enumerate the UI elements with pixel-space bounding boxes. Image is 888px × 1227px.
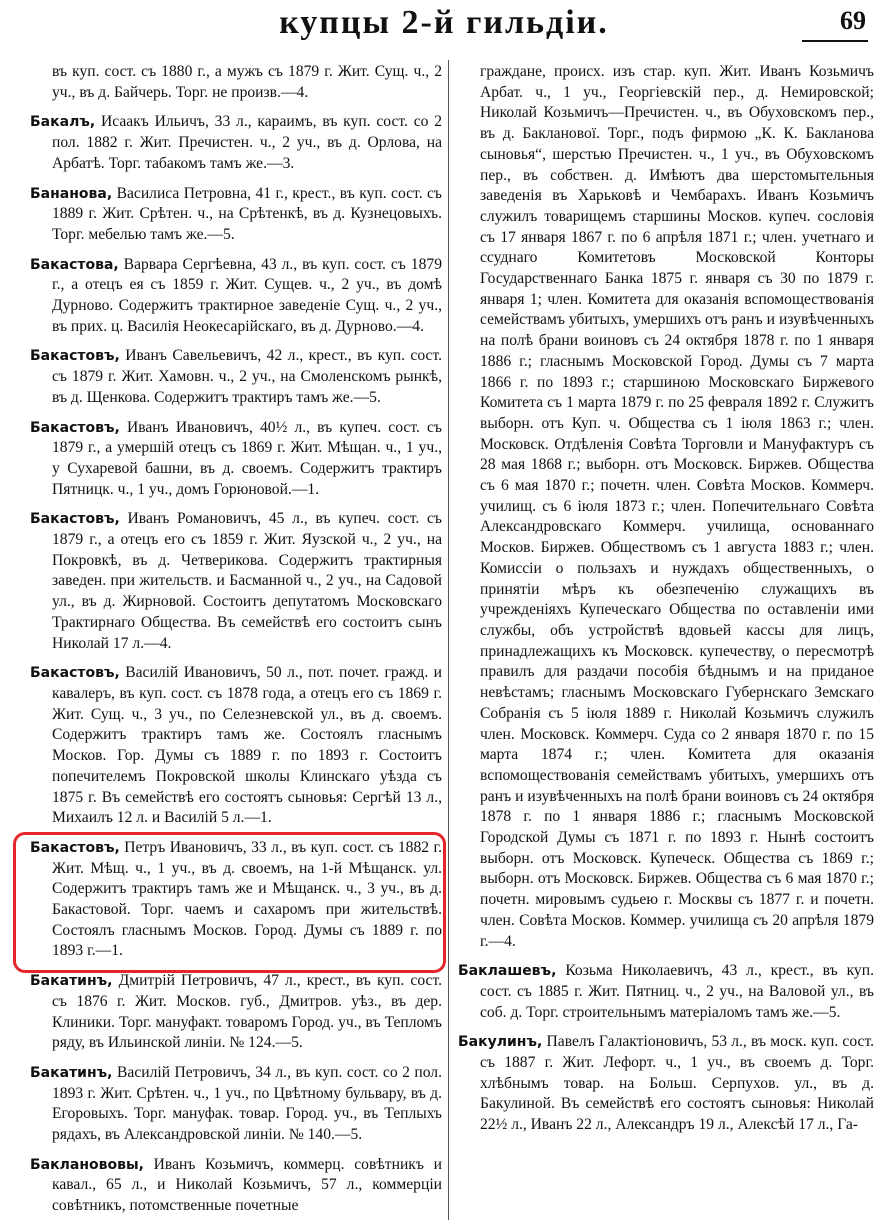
directory-entry (30, 1063, 442, 1146)
entry-surname: Бакастовъ, (30, 839, 120, 856)
page-number-rule (802, 40, 868, 42)
directory-entry (30, 112, 442, 174)
entry-surname: Бакланововы, (30, 1156, 144, 1173)
directory-entry (30, 509, 442, 654)
entry-text: Иванъ Савельевичъ, 42 л., крест., въ куп. сост. съ 1879 г. Жит. Хамовн. ч., 2 уч., на Смоленскомъ рынкѣ, въ д. Щенкова. Содержитъ трактиръ тамъ же.—5. (52, 347, 442, 406)
entry-text: Дмитрій Петровичъ, 47 л., крест., въ куп. сост. съ 1876 г. Жит. Москов. губ., Дмитров. уѣз., въ дер. Клиники. Торг. мануфакт. товаромъ Город. уч., въ Тепломъ ряду, въ Ильинской линіи. № 124.—5. (52, 972, 442, 1052)
page-header (0, 0, 888, 46)
entry-surname: Бакастовъ, (30, 511, 120, 528)
entry-surname: Бакатинъ, (30, 1064, 113, 1081)
directory-entry (458, 62, 874, 952)
directory-entry (30, 1155, 442, 1217)
entry-text: Василій Петровичъ, 34 л., въ куп. сост. со 2 пол. 1893 г. Жит. Срѣтен. ч., 1 уч., по Цвѣтному бульвару, въ д. Егоровыхъ. Торг. мануфак. товар. Город. уч., въ Теплыхъ рядахъ, въ Александровской линіи. № 140.—5. (52, 1063, 442, 1144)
entry-surname: Бананова, (30, 185, 113, 202)
directory-entry (30, 62, 442, 103)
directory-entry (30, 184, 442, 246)
directory-entry (30, 971, 442, 1054)
entry-text: Павелъ Галактіоновичъ, 53 л., въ моск. куп. сост. съ 1887 г. Жит. Лефорт. ч., 1 уч., въ своемъ д. Торг. хлѣбнымъ товар. на Больш. Серпухов. ул., въ д. Бакулиной. Въ семействѣ его состоятъ сыновья: Николай 22½ л., Иванъ 22 л., Александръ 19 л., Алексѣй 17 л., Га- (480, 1033, 874, 1134)
entry-surname: Бакастова, (30, 256, 119, 273)
entry-text: Василій Ивановичъ, 50 л., пот. почет. гражд. и кавалеръ, въ куп. сост. съ 1878 года, а отецъ его съ 1869 г. Жит. Сущ. ч., 3 уч., по Селезневской ул., въ д. своемъ. Содержитъ трактиръ тамъ же. Состоялъ гласнымъ Москов. Гор. Думы съ 1889 г. по 1893 г. Состоитъ попечителемъ Покровской школы Клинскаго уѣзда съ 1875 г. Въ семействѣ его состоятъ сыновья: Сергѣй 13 л., Михаилъ 12 л. и Василій 5 л.—1. (52, 664, 442, 827)
entry-surname: Бакалъ, (30, 114, 96, 131)
column-divider (448, 60, 449, 1220)
entry-text: Варвара Сергѣевна, 43 л., въ куп. сост. съ 1879 г., а отецъ ея съ 1859 г. Жит. Сущев. ч., 2 уч., въ домѣ Дурново. Содержитъ трактирное заведеніе Сущ. ч., 2 уч., въ прих. ц. Василія Неокесарійскаго, въ д. Дурново.—4. (52, 255, 442, 335)
entry-text: Иванъ Романовичъ, 45 л., въ купеч. сост. съ 1879 г., а отецъ его съ 1859 г. Жит. Яузской ч., 2 уч., на Покровкѣ, въ д. Четверикова. Содержитъ трактирныя заведен. при жительств. и Басманной ч., 2 уч., на Садовой ул., въ д. Жирновой. Состоитъ депутатомъ Московскаго Трактирнаго Общества. Въ семействѣ его состоитъ сынъ Николай 17 л.—4. (52, 510, 442, 652)
entry-text: Петръ Ивановичъ, 33 л., въ куп. сост. съ 1882 г. Жит. Мѣщ. ч., 1 уч., въ д. своемъ, на 1-й Мѣщанск. ул. Содержитъ трактиръ тамъ же и Мѣщанск. ч., 3 уч., въ д. Бакастовой. Торг. чаемъ и сахаромъ при жительствѣ. Состоялъ гласнымъ Москов. Город. Думы съ 1889 г. по 1893 г.—1. (52, 838, 442, 960)
page-number: 69 (840, 6, 866, 35)
entry-text: Козьма Николаевичъ, 43 л., крест., въ куп. сост. съ 1885 г. Жит. Пятниц. ч., 2 уч., на Валовой ул., въ соб. д. Торг. строительнымъ матеріаломъ тамъ же.—5. (480, 962, 874, 1021)
directory-entry (30, 418, 442, 501)
entry-text: граждане, происх. изъ стар. куп. Жит. Иванъ Козьмичъ Арбат. ч., 1 уч., Георгіевскій пер., д. Немировской; Николай Козьмичъ—Пречистен. ч., въ Обуховскомъ пер., въ д. Бакланової. Торг., подъ фирмою „К. К. Бакланова сыновья“, шерстью Пречистен. ч., 1 уч., въ Обуховскомъ пер., въ собствен. д. Имѣютъ два шерстомытельныя заведенія въ Харьковѣ и Чембарахъ. Иванъ Козьмичъ служилъ товарищемъ старшины Москов. купеч. сословія съ 17 января 1867 г. по 6 апрѣля 1871 г.; член. учетнаго и ссуднаго Комитетовъ Московской Конторы Государственнаго Банка 1875 г. января съ 30 по 1879 г. января 1; член. Комитета для оказанія вспомоществованія семействамъ убитыхъ, умершихъ отъ ранъ и изувѣченныхъ на полѣ брани воиновъ съ 24 октября 1878 г. по 1 января 1886 г.; гласнымъ Московской Город. Думы съ 7 марта 1866 г. по 1893 г.; старшиною Московскаго Биржевого Комитета съ 1 марта 1879 г. по 25 февраля 1892 г. Служитъ выборн. отъ Куп. ч. Общества съ 1 іюля 1863 г.; член. Московск. Отдѣленія Совѣта Торговли и Мануфактуръ съ 28 мая 1868 г.; выборн. отъ Московск. Биржев. Общества съ 6 мая 1870 г.; почетн. член. Совѣта Москов. Коммерч. училищ. съ 6 іюля 1873 г.; член. Попечительнаго Совѣта Александровскаго Коммерч. училища, основаннаго Москов. Биржев. Обществомъ съ 1 августа 1883 г.; член. Комиссіи о пользахъ и нуждахъ общественныхъ, о принятіи мѣръ къ обезпеченію служащихъ въ учрежденіяхъ Купеческаго Общества по оставленіи ими службы, объ устройствѣ вдовьей кассы для лицъ, принадлежащихъ къ Московск. купечеству, о пересмотрѣ правилъ для раздачи пособія бѣднымъ и на приданое невѣстамъ; гласнымъ Московскаго Губернскаго Земскаго Собранія съ 5 іюля 1889 г. Николай Козьмичъ служилъ член. Московск. Коммерч. Суда со 2 января 1870 г. по 15 марта 1874 г.; член. Комитета для оказанія вспомоществованія семействамъ убитыхъ, умершихъ отъ ранъ и изувѣченныхъ на полѣ брани воиновъ съ 24 октября 1878 г. по 1 января 1886 г.; гласнымъ Московской Городской Думы съ 1871 г. по 1893 г. Нынѣ состоитъ выборн. отъ Московск. Купеческ. Общества съ 1869 г.; выборн. отъ Московск. Биржев. Общества съ 6 мая 1870 г.; почетн. мировымъ судьею г. Москвы съ 1877 г. и почетн. член. Совѣта Москов. Коммер. училища съ 20 апрѣля 1879 г.—4. (480, 63, 874, 950)
entry-text: Исаакъ Ильичъ, 33 л., караимъ, въ куп. сост. со 2 пол. 1882 г. Жит. Пречистен. ч., 2 уч., въ д. Орлова, на Арбатѣ. Торг. табакомъ тамъ же.—3. (52, 113, 442, 172)
entry-surname: Бакастовъ, (30, 665, 120, 682)
page-title: купцы 2-й гильдіи. (279, 4, 609, 41)
directory-entry (30, 346, 442, 408)
entry-text: Василиса Петровна, 41 г., крест., въ куп. сост. съ 1889 г. Жит. Срѣтен. ч., на Срѣтенкѣ, въ д. Кузнецовыхъ. Торг. мебелью тамъ же.—5. (52, 184, 442, 243)
directory-entry (458, 1032, 874, 1136)
entry-text: Иванъ Ивановичъ, 40½ л., въ купеч. сост. съ 1879 г., а умершій отецъ съ 1869 г. Жит. Мѣщан. ч., 1 уч., у Сухаревой башни, въ д. своемъ. Содержитъ трактиръ Пятницк. ч., 1 уч., домъ Горюновой.—1. (52, 418, 442, 498)
right-column (458, 62, 874, 1145)
directory-entry (30, 255, 442, 338)
entry-surname: Бакастовъ, (30, 419, 120, 436)
entry-text: Иванъ Козьмичъ, коммерц. совѣтникъ и кавал., 65 л., и Николай Козьмичъ, 57 л., коммерціи совѣтникъ, потомственные почетные (52, 1155, 442, 1215)
highlight-box (13, 832, 446, 973)
entry-surname: Баклашевъ, (458, 963, 557, 980)
entry-surname: Бакулинъ, (458, 1034, 543, 1051)
left-column (30, 62, 442, 1226)
entry-surname: Бакатинъ, (30, 973, 113, 990)
directory-entry (30, 663, 442, 829)
entry-text: въ куп. сост. съ 1880 г., а мужъ съ 1879 г. Жит. Сущ. ч., 2 уч., въ д. Байчерь. Торг. не произв.—4. (52, 63, 442, 101)
directory-entry (458, 961, 874, 1023)
entry-surname: Бакастовъ, (30, 348, 120, 365)
